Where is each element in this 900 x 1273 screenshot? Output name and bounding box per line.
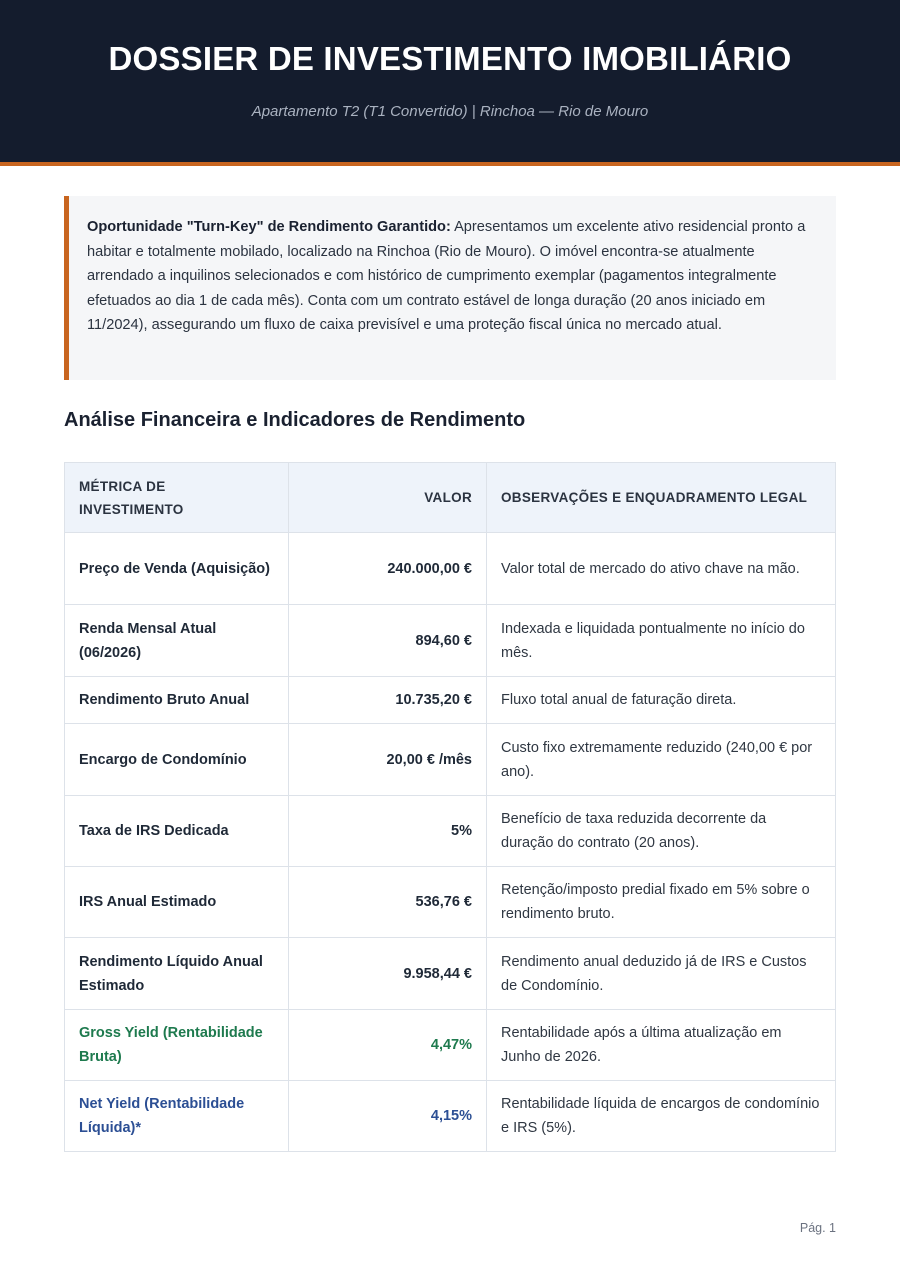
metric-cell: Encargo de Condomínio [65,724,289,796]
section-title: Análise Financeira e Indicadores de Rendimento [64,409,526,431]
metric-cell: Renda Mensal Atual (06/2026) [65,605,289,677]
value-cell: 4,15% [289,1081,487,1152]
value-cell: 536,76 € [289,867,487,938]
header-metric: MÉTRICA DE INVESTIMENTO [65,463,289,533]
table-row-gross-yield [65,1010,836,1081]
intro-body: Apresentamos um excelente ativo residencial pronto a habitar e totalmente mobilado, localizado na Rinchoa (Rio de Mouro). O imóvel encontra-se atualmente arrendado a inquilinos selecionados e com histórico de cumprimento exemplar (pagamentos integralmente efetuados ao dia 1 de cada mês). Conta com um contrato estável de longa duração (20 anos iniciado em 11/2024), assegurando um fluxo de caixa previsível e uma proteção fiscal única no mercado atual. [87,219,806,333]
observation-cell: Benefício de taxa reduzida decorrente da duração do contrato (20 anos). [487,796,836,867]
observation-cell: Rentabilidade líquida de encargos de condomínio e IRS (5%). [487,1081,836,1152]
metrics-table [64,462,836,1152]
table-row [65,796,836,867]
value-cell: 4,47% [289,1010,487,1081]
page-number: Pág. 1 [799,1221,836,1235]
observation-cell: Valor total de mercado do ativo chave na mão. [487,533,836,605]
metric-cell: Rendimento Bruto Anual [65,677,289,724]
table-row [65,724,836,796]
table-row [65,677,836,724]
table-row-net-yield [65,1081,836,1152]
observation-cell: Rendimento anual deduzido já de IRS e Custos de Condomínio. [487,938,836,1010]
metric-cell: Preço de Venda (Aquisição) [65,533,289,605]
value-cell: 9.958,44 € [289,938,487,1010]
value-cell: 894,60 € [289,605,487,677]
metric-cell: Gross Yield (Rentabilidade Bruta) [65,1010,289,1081]
observation-cell: Custo fixo extremamente reduzido (240,00 € por ano). [487,724,836,796]
intro-lead: Oportunidade "Turn-Key" de Rendimento Garantido: [87,219,451,235]
document-subtitle: Apartamento T2 (T1 Convertido) | Rinchoa — Rio de Mouro [251,103,649,120]
observation-cell: Retenção/imposto predial fixado em 5% sobre o rendimento bruto. [487,867,836,938]
metric-cell: Net Yield (Rentabilidade Líquida)* [65,1081,289,1152]
value-cell: 5% [289,796,487,867]
document-header [0,0,900,166]
metric-cell: Rendimento Líquido Anual Estimado [65,938,289,1010]
table-row [65,938,836,1010]
table-row [65,605,836,677]
document-title: DOSSIER DE INVESTIMENTO IMOBILIÁRIO [108,40,792,77]
metric-cell: IRS Anual Estimado [65,867,289,938]
table-row [65,533,836,605]
metric-cell: Taxa de IRS Dedicada [65,796,289,867]
observation-cell: Indexada e liquidada pontualmente no início do mês. [487,605,836,677]
intro-callout [64,196,836,380]
value-cell: 10.735,20 € [289,677,487,724]
value-cell: 20,00 € /mês [289,724,487,796]
header-observations: OBSERVAÇÕES E ENQUADRAMENTO LEGAL [487,463,836,533]
observation-cell: Rentabilidade após a última atualização em Junho de 2026. [487,1010,836,1081]
value-cell: 240.000,00 € [289,533,487,605]
table-row [65,867,836,938]
header-value: VALOR [289,463,487,533]
table-header-row [65,463,836,533]
observation-cell: Fluxo total anual de faturação direta. [487,677,836,724]
